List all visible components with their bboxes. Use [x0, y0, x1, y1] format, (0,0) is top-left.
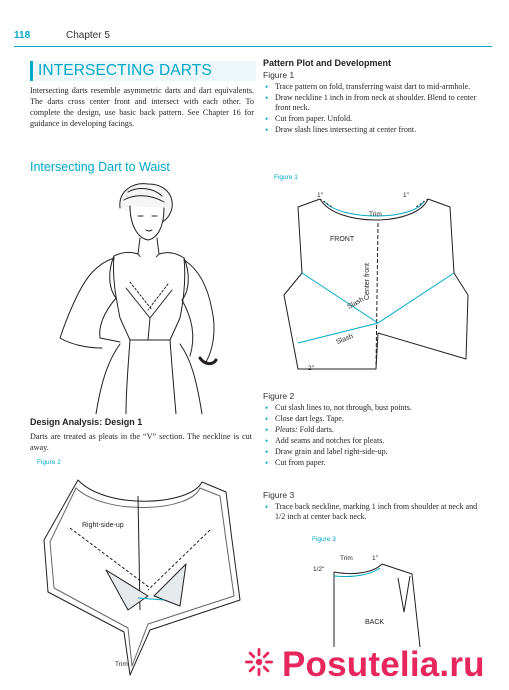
figure-1-step: • Draw neckline 1 inch in from neck at shoulder. Blend to center front neck. — [263, 93, 483, 113]
fig1-one-inch-left: 1″ — [317, 192, 323, 199]
figure-2-steps — [263, 403, 483, 469]
fig1-slash-lower-label: Slash — [335, 332, 355, 347]
figure-2-step: • Add seams and notches for pleats. — [263, 436, 483, 446]
figure-1-steps — [263, 82, 483, 136]
watermark-text: Posutelia.ru — [282, 645, 485, 684]
fig1-trim-label: Trim — [369, 211, 382, 218]
figure-2-step: • Draw grain and label right-side-up. — [263, 447, 483, 457]
watermark-logo-icon — [244, 647, 274, 677]
trim-label: Trim — [115, 661, 128, 668]
section-title: INTERSECTING DARTS — [38, 62, 212, 79]
figure-2-step: • Cut from paper. — [263, 458, 483, 468]
section-subtitle: Intersecting Dart to Waist — [30, 160, 170, 174]
figure-1-step: • Trace pattern on fold, transferring waist dart to mid-armhole. — [263, 82, 483, 92]
design-illustration — [30, 178, 255, 414]
figure-2-caption: Figure 2 — [37, 459, 61, 466]
design-analysis-heading: Design Analysis: Design 1 — [30, 417, 143, 427]
chapter-label: Chapter 5 — [66, 30, 110, 41]
figure-2-step: • Pleats: Fold darts. — [263, 425, 483, 435]
figure-2-diagram — [30, 470, 255, 685]
fig3-half-inch-label: 1/2″ — [313, 566, 325, 573]
figure-2-step: • Cut slash lines to, not through, bust points. — [263, 403, 483, 413]
fig1-front-label: FRONT — [330, 236, 355, 243]
figure-2-label: Figure 2 — [263, 391, 295, 401]
figure-3-steps — [263, 502, 483, 523]
fig3-trim-label: Trim — [340, 555, 353, 562]
figure-1-step: • Draw slash lines intersecting at center front. — [263, 125, 483, 135]
figure-3-step: • Trace back neckline, marking 1 inch from shoulder at neck and 1/2 inch at center back neck. — [263, 502, 483, 522]
fig3-one-inch-label: 1″ — [372, 555, 378, 562]
fig1-two-inch-label: 2″ — [308, 365, 314, 372]
fig1-slash-upper-label: Slash — [346, 296, 366, 311]
figure-1-caption: Figure 1 — [274, 174, 298, 181]
design-analysis-body: Darts are treated as pleats in the “V” section. The neckline is cut away. — [30, 432, 252, 452]
figure-3-caption: Figure 3 — [312, 536, 336, 543]
header-rule — [14, 46, 492, 47]
intro-paragraph: Intersecting darts resemble asymmetric darts and dart equivalents. The darts cross center front and intersect with each other. To complete the design, use basic back pattern. See Chapter 16 for guidance in developing facings. — [30, 86, 254, 128]
figure-3-label: Figure 3 — [263, 490, 295, 500]
right-side-up-label: Right-side-up — [82, 522, 124, 529]
pattern-plot-heading: Pattern Plot and Development — [263, 58, 392, 68]
figure-3-diagram — [320, 552, 430, 647]
page-number: 118 — [14, 30, 31, 41]
fig1-center-front-label: Center front — [364, 263, 371, 300]
fig3-back-label: BACK — [365, 619, 385, 626]
figure-1-step: • Cut from paper. Unfold. — [263, 114, 483, 124]
figure-1-label: Figure 1 — [263, 70, 295, 80]
figure-2-step: • Close dart legs. Tape. — [263, 414, 483, 424]
fig1-one-inch-right: 1″ — [403, 192, 409, 199]
